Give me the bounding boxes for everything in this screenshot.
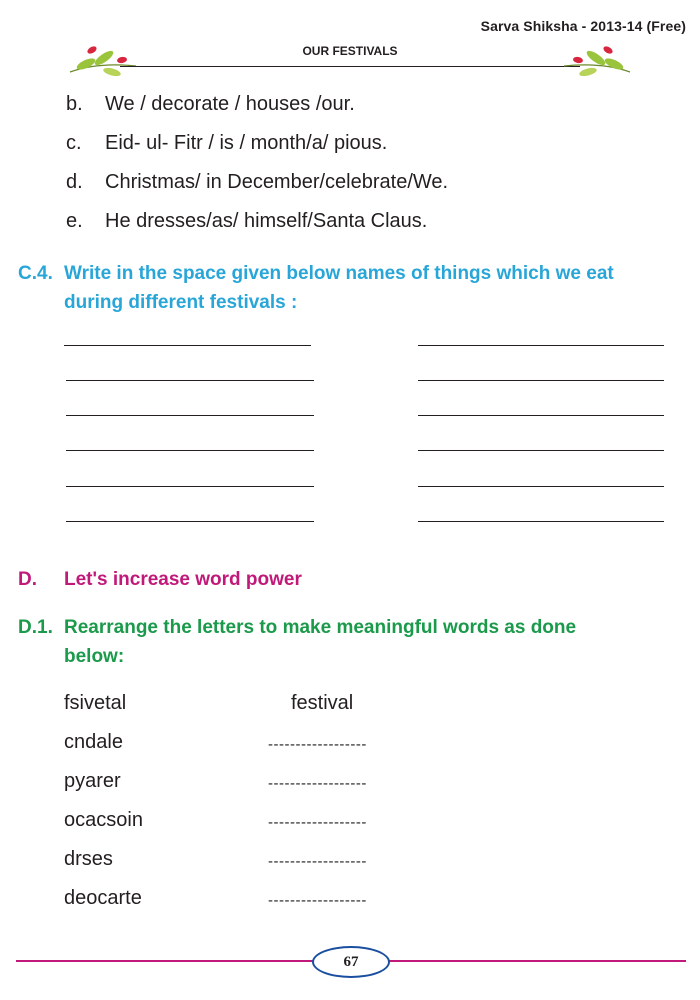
question-line-2: below: — [64, 646, 125, 667]
header-rule — [120, 66, 580, 67]
jumbled-word: pyarer — [64, 770, 121, 792]
writing-line[interactable] — [418, 450, 664, 451]
answer-blank[interactable]: ------------------ — [268, 814, 367, 831]
question-number: D.1. — [18, 617, 53, 638]
footer-rule-right — [386, 960, 686, 962]
question-number: C.4. — [18, 263, 53, 284]
sentence-text: Eid- ul- Fitr / is / month/a/ pious. — [105, 132, 388, 154]
writing-line[interactable] — [418, 380, 664, 381]
sentence-text: Christmas/ in December/celebrate/We. — [105, 171, 449, 193]
writing-line[interactable] — [66, 450, 314, 451]
item-letter: b. — [66, 93, 83, 115]
series-title: Sarva Shiksha - 2013-14 (Free) — [480, 18, 686, 34]
section-title: Let's increase word power — [64, 569, 302, 590]
answer-blank[interactable]: ------------------ — [268, 736, 367, 753]
answer-blank[interactable]: ------------------ — [268, 775, 367, 792]
jumbled-word: cndale — [64, 731, 123, 753]
item-letter: d. — [66, 171, 83, 193]
section-letter: D. — [18, 569, 37, 590]
writing-line[interactable] — [66, 415, 314, 416]
chapter-title: OUR FESTIVALS — [302, 44, 398, 58]
jumbled-word: drses — [64, 848, 113, 870]
writing-line[interactable] — [66, 521, 314, 522]
answer-blank[interactable]: ------------------ — [268, 892, 367, 909]
leaf-branch-icon — [562, 42, 632, 78]
sentence-text: We / decorate / houses /our. — [105, 93, 355, 115]
answer-blank[interactable]: ------------------ — [268, 853, 367, 870]
jumbled-word: fsivetal — [64, 692, 127, 714]
page-number: 67 — [312, 946, 390, 978]
writing-line[interactable] — [66, 380, 314, 381]
writing-line[interactable] — [418, 415, 664, 416]
writing-line[interactable] — [64, 345, 311, 346]
jumbled-word: ocacsoin — [64, 809, 143, 831]
writing-line[interactable] — [418, 345, 664, 346]
sentence-text: He dresses/as/ himself/Santa Claus. — [105, 210, 428, 232]
question-line-1: Write in the space given below names of things which we eat — [64, 263, 614, 284]
writing-line[interactable] — [418, 486, 664, 487]
footer-rule-left — [16, 960, 313, 962]
writing-line[interactable] — [418, 521, 664, 522]
jumbled-word: deocarte — [64, 887, 142, 909]
item-letter: c. — [66, 132, 82, 154]
writing-line[interactable] — [66, 486, 314, 487]
question-line-2: during different festivals : — [64, 292, 298, 313]
question-line-1: Rearrange the letters to make meaningful words as done — [64, 617, 577, 638]
answer-word: festival — [291, 692, 354, 714]
item-letter: e. — [66, 210, 83, 232]
